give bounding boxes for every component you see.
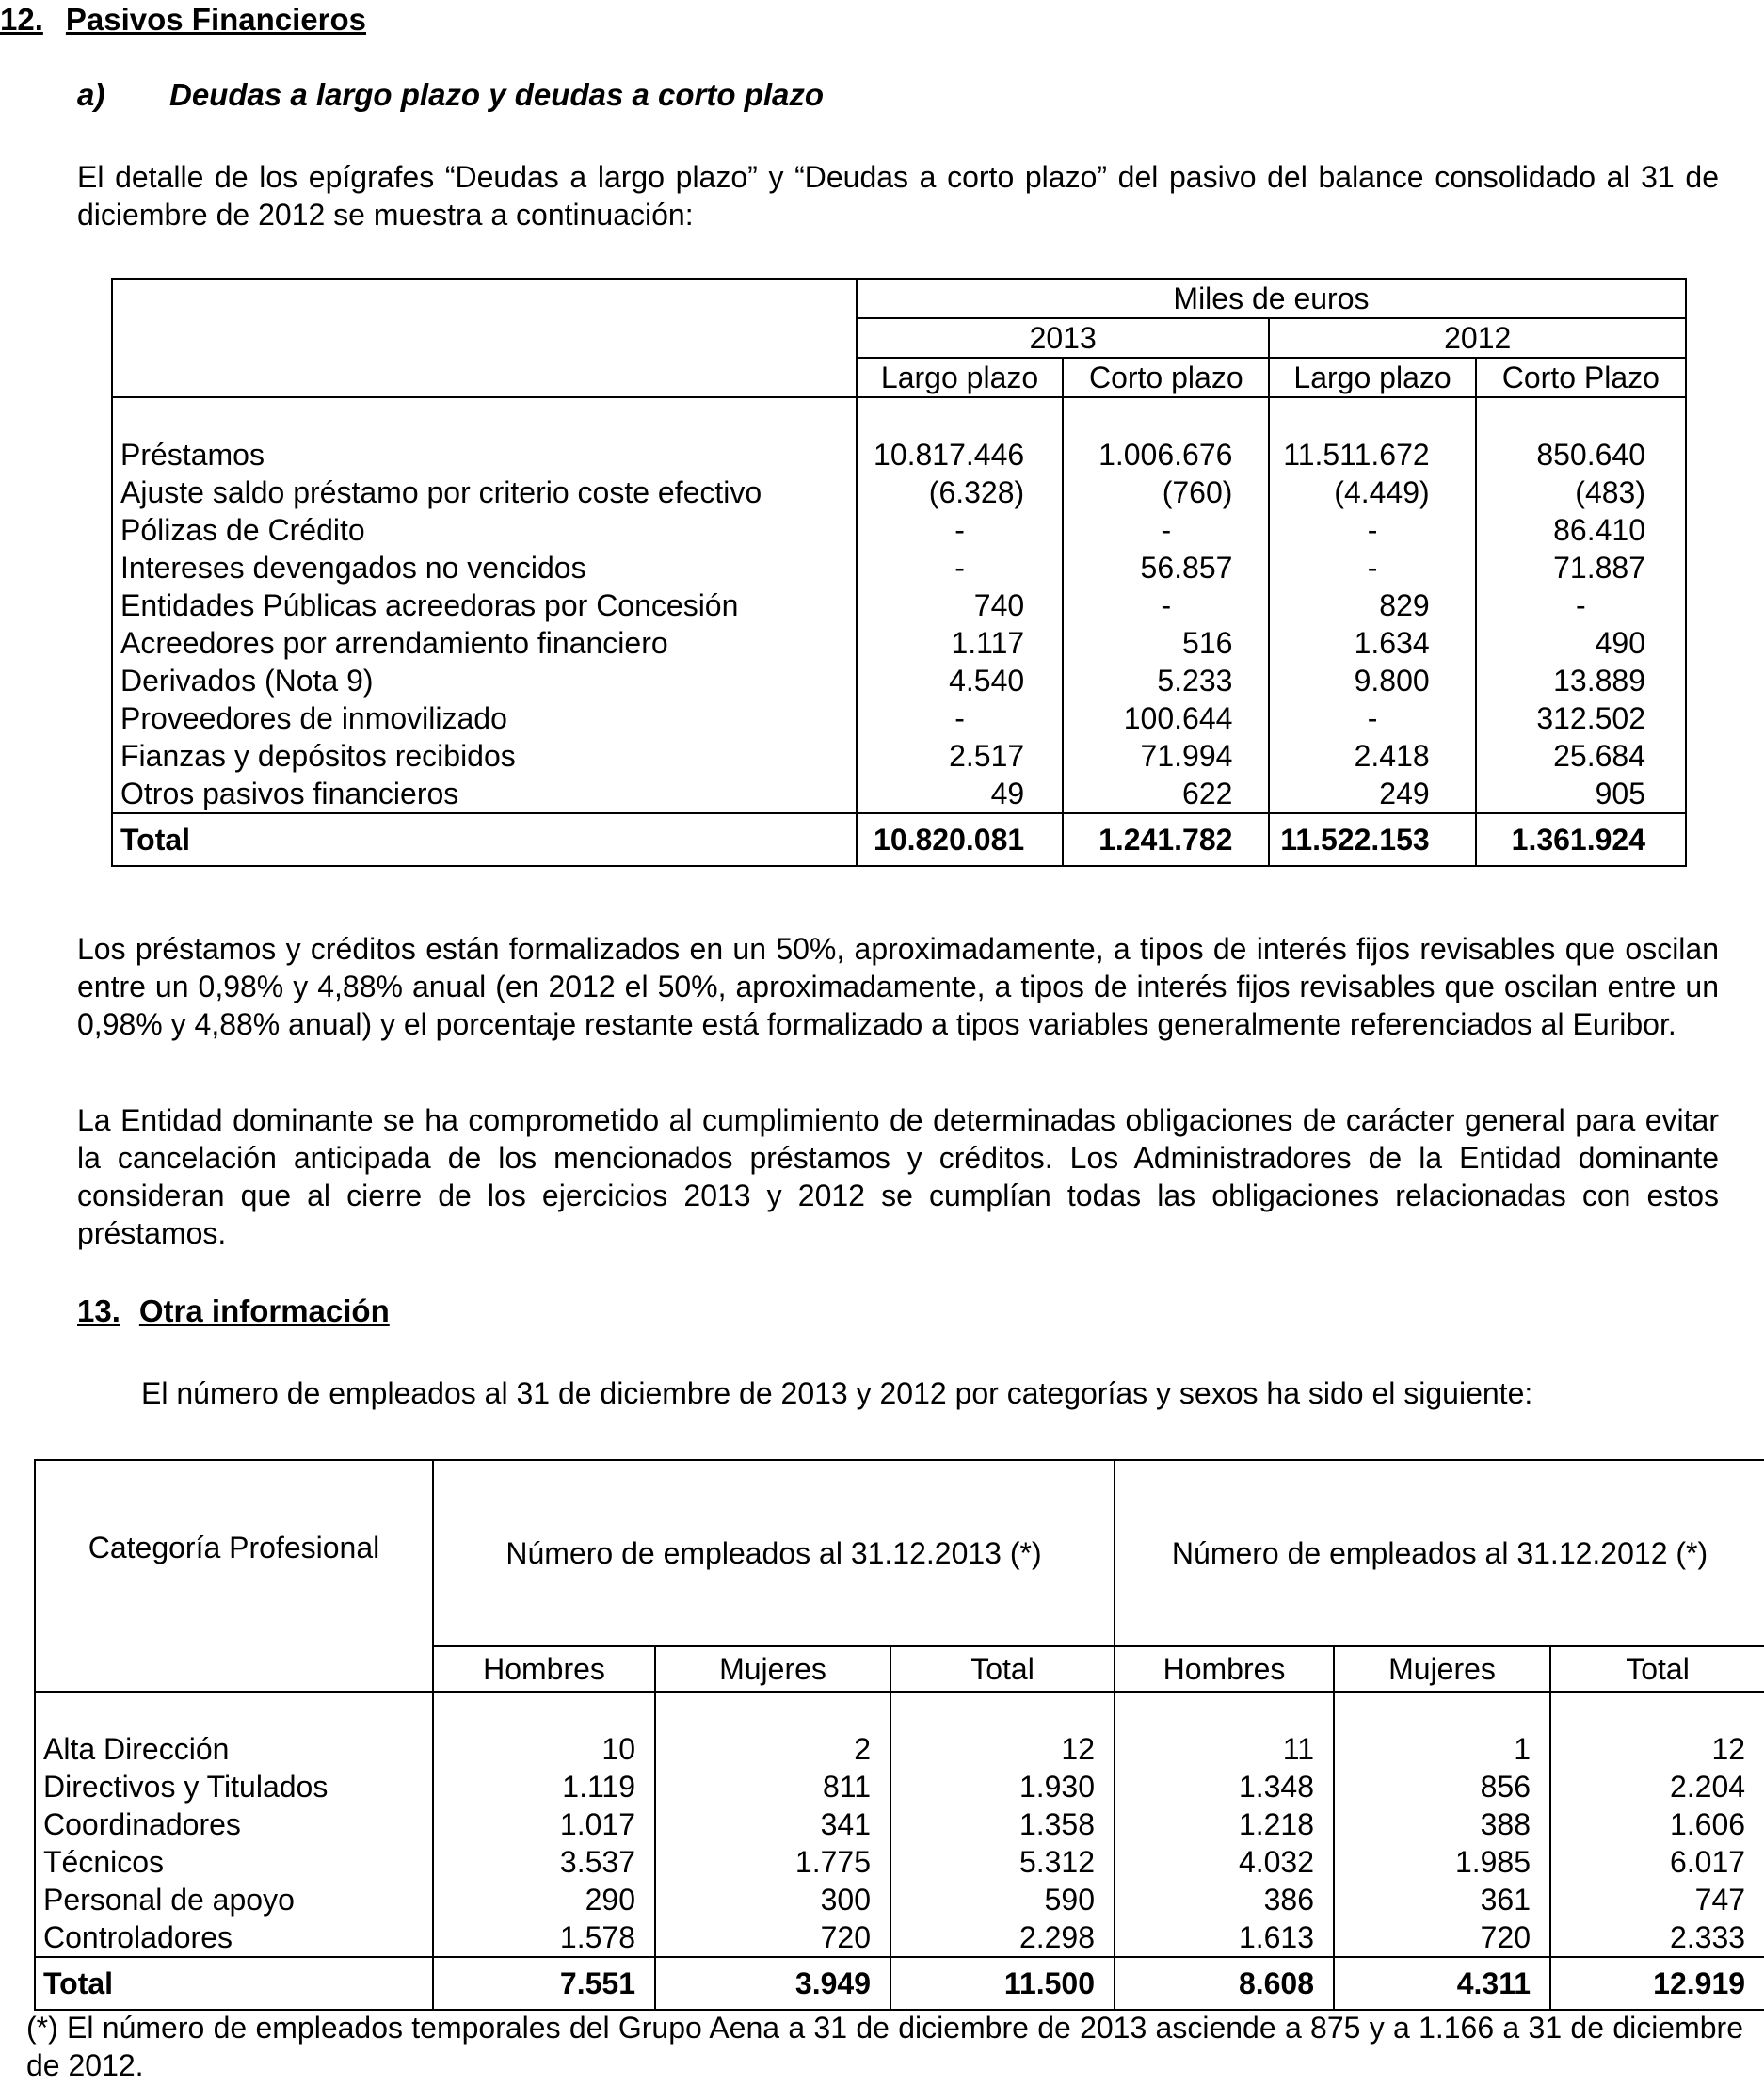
intro-paragraph: El detalle de los epígrafes “Deudas a largo plazo” y “Deudas a corto plazo” del pasivo del balance consolidado al 31 de diciembre de 2012 se muestra a continuación: xyxy=(77,160,1719,232)
debt-table-cell: - xyxy=(857,549,1063,586)
debt-table-cell: 71.887 xyxy=(1476,549,1686,586)
debt-table-cell: (760) xyxy=(1063,473,1269,511)
employees-cell: 1.017 xyxy=(433,1805,655,1843)
debt-table-row-label: Préstamos xyxy=(120,438,265,472)
debt-table-cell: 490 xyxy=(1476,624,1686,662)
employees-column-header: Total xyxy=(890,1646,1115,1692)
debt-table-corner xyxy=(112,279,857,397)
debt-table-row xyxy=(112,624,1686,662)
section-12-number: 12. xyxy=(0,2,43,37)
employees-cell: 1.358 xyxy=(890,1805,1115,1843)
debt-table-row xyxy=(112,775,1686,813)
debt-table-row-label: Derivados (Nota 9) xyxy=(120,664,374,698)
footnote: (*) El número de empleados temporales del Grupo Aena a 31 de diciembre de 2013 asciende a 875 y a 1.166 a 31 de diciembre de 2012. xyxy=(26,2011,1743,2082)
employees-cell: 10 xyxy=(433,1730,655,1768)
debt-table-cell: 4.540 xyxy=(857,662,1063,699)
debt-table-row xyxy=(112,549,1686,586)
debt-table-total-cell: 1.241.782 xyxy=(1063,813,1269,866)
employees-table-body xyxy=(35,1730,1764,1957)
employees-cell: 5.312 xyxy=(890,1843,1115,1881)
debt-table-cell: - xyxy=(857,511,1063,549)
employees-column-header: Total xyxy=(1550,1646,1764,1692)
employees-cell: 2 xyxy=(655,1730,890,1768)
section-13-title: Otra información xyxy=(138,1293,390,1328)
debt-table-cell: 9.800 xyxy=(1269,662,1475,699)
employees-row-label: Directivos y Titulados xyxy=(43,1770,329,1804)
debt-table-row-label: Entidades Públicas acreedoras por Concesión xyxy=(120,588,739,622)
employees-cell: 361 xyxy=(1334,1881,1550,1918)
debt-table-total-row xyxy=(112,813,1686,866)
employees-cell: 300 xyxy=(655,1881,890,1918)
employees-table-total-row xyxy=(35,1957,1764,2010)
employees-cell: 3.537 xyxy=(433,1843,655,1881)
obligations-paragraph: La Entidad dominante se ha comprometido al cumplimiento de determinadas obligaciones de carácter general para evitar la cancelación anticipada de los mencionados préstamos y créditos. Los Administradores de la Entidad dominante consideran que al cierre de los ejercicios 2013 y 2012 se cumplían todas las obligaciones relacionadas con estos préstamos. xyxy=(77,1103,1719,1250)
employees-cell: 388 xyxy=(1334,1805,1550,1843)
employees-cell: 747 xyxy=(1550,1881,1764,1918)
debt-table-year: 2012 xyxy=(1269,318,1686,358)
debt-table-cell: 11.511.672 xyxy=(1269,436,1475,473)
employees-cell: 1.119 xyxy=(433,1768,655,1805)
debt-table-column-header: Largo plazo xyxy=(857,358,1063,397)
subsection-a-heading xyxy=(77,77,824,113)
debt-table-cell: 10.817.446 xyxy=(857,436,1063,473)
subsection-a-title: Deudas a largo plazo y deudas a corto plazo xyxy=(169,77,824,112)
debt-table-row-label: Otros pasivos financieros xyxy=(120,777,459,810)
employees-cell: 1.218 xyxy=(1115,1805,1334,1843)
debt-table-cell: 86.410 xyxy=(1476,511,1686,549)
debt-table-row xyxy=(112,699,1686,737)
debt-table-row-label: Intereses devengados no vencidos xyxy=(120,551,586,585)
debt-table-cell: 829 xyxy=(1269,586,1475,624)
employees-column-header: Hombres xyxy=(433,1646,655,1692)
employees-cell: 1.348 xyxy=(1115,1768,1334,1805)
employees-cell: 1.578 xyxy=(433,1918,655,1957)
employees-cell: 1.985 xyxy=(1334,1843,1550,1881)
debt-table-cell: 25.684 xyxy=(1476,737,1686,775)
debt-table-cell: - xyxy=(857,699,1063,737)
debt-table-cell: 13.889 xyxy=(1476,662,1686,699)
debt-table-cell: 1.117 xyxy=(857,624,1063,662)
debt-table-cell: 850.640 xyxy=(1476,436,1686,473)
debt-table-row xyxy=(112,586,1686,624)
debt-table-row xyxy=(112,511,1686,549)
debt-table-cell: (4.449) xyxy=(1269,473,1475,511)
interest-rates-paragraph: Los préstamos y créditos están formalizados en un 50%, aproximadamente, a tipos de interés fijos revisables que oscilan entre un 0,98% y 4,88% anual (en 2012 el 50%, aproximadamente, a tipos de interés fijos revisables que oscilan entre un 0,98% y 4,88% anual) y el porcentaje restante está formalizado a tipos variables generalmente referenciados al Euribor. xyxy=(77,932,1719,1041)
debt-table-row xyxy=(112,473,1686,511)
debt-table-row xyxy=(112,436,1686,473)
debt-table-row-label: Ajuste saldo préstamo por criterio coste efectivo xyxy=(120,475,762,509)
employees-cell: 11 xyxy=(1115,1730,1334,1768)
debt-table-cell: 56.857 xyxy=(1063,549,1269,586)
section-12-heading xyxy=(0,2,366,38)
employees-cell: 720 xyxy=(1334,1918,1550,1957)
debt-table-row-label: Acreedores por arrendamiento financiero xyxy=(120,626,668,660)
debt-table-cell: 5.233 xyxy=(1063,662,1269,699)
debt-table-cell: 516 xyxy=(1063,624,1269,662)
employees-table xyxy=(34,1459,1764,2011)
employees-category-header: Categoría Profesional xyxy=(35,1460,433,1692)
debt-table-total-cell: 1.361.924 xyxy=(1476,813,1686,866)
debt-table-cell: 740 xyxy=(857,586,1063,624)
debt-table-row-label: Fianzas y depósitos recibidos xyxy=(120,739,516,773)
debt-table-cell: 622 xyxy=(1063,775,1269,813)
employees-cell: 12 xyxy=(1550,1730,1764,1768)
debt-table-row-label: Proveedores de inmovilizado xyxy=(120,701,507,735)
debt-table-spacer xyxy=(112,397,1686,436)
employees-table-row xyxy=(35,1768,1764,1805)
employees-group-header: Número de empleados al 31.12.2013 (*) xyxy=(433,1460,1115,1646)
employees-table-row xyxy=(35,1918,1764,1957)
debt-table-row xyxy=(112,737,1686,775)
employees-column-header: Mujeres xyxy=(1334,1646,1550,1692)
debt-table-cell: - xyxy=(1063,586,1269,624)
debt-table-cell: (6.328) xyxy=(857,473,1063,511)
debt-table-cell: (483) xyxy=(1476,473,1686,511)
section-13-number: 13. xyxy=(77,1293,120,1328)
debt-table-total-cell: 10.820.081 xyxy=(857,813,1063,866)
debt-table-column-header: Corto plazo xyxy=(1063,358,1269,397)
debt-table-cell: 49 xyxy=(857,775,1063,813)
employees-cell: 590 xyxy=(890,1881,1115,1918)
employees-row-label: Alta Dirección xyxy=(43,1732,230,1766)
debt-table-cell: - xyxy=(1269,549,1475,586)
employees-column-header: Mujeres xyxy=(655,1646,890,1692)
employees-cell: 1.930 xyxy=(890,1768,1115,1805)
debt-table-cell: 1.006.676 xyxy=(1063,436,1269,473)
debt-table-cell: 71.994 xyxy=(1063,737,1269,775)
employees-cell: 2.204 xyxy=(1550,1768,1764,1805)
debt-table-cell: 1.634 xyxy=(1269,624,1475,662)
employees-table-row xyxy=(35,1843,1764,1881)
employees-total-cell: 7.551 xyxy=(433,1957,655,2010)
employees-cell: 1.606 xyxy=(1550,1805,1764,1843)
debt-table-cell: 312.502 xyxy=(1476,699,1686,737)
debt-table-cell: 2.418 xyxy=(1269,737,1475,775)
debt-table-cell: 249 xyxy=(1269,775,1475,813)
debt-table-cell: - xyxy=(1269,511,1475,549)
debt-table-body xyxy=(112,436,1686,813)
employees-cell: 2.333 xyxy=(1550,1918,1764,1957)
employees-cell: 4.032 xyxy=(1115,1843,1334,1881)
employees-cell: 856 xyxy=(1334,1768,1550,1805)
debt-table-cell: - xyxy=(1476,586,1686,624)
subsection-a-label: a) xyxy=(77,77,105,112)
debt-table-total-cell: 11.522.153 xyxy=(1269,813,1475,866)
debt-table-total-label: Total xyxy=(112,813,857,866)
debt-table-row xyxy=(112,662,1686,699)
employees-row-label: Coordinadores xyxy=(43,1807,241,1841)
debt-table-cell: - xyxy=(1063,511,1269,549)
debt-table xyxy=(111,278,1687,867)
employees-cell: 1 xyxy=(1334,1730,1550,1768)
debt-table-header-unit xyxy=(112,279,1686,318)
debt-table-cell: 100.644 xyxy=(1063,699,1269,737)
employees-group-header: Número de empleados al 31.12.2012 (*) xyxy=(1115,1460,1764,1646)
employees-cell: 6.017 xyxy=(1550,1843,1764,1881)
employees-cell: 12 xyxy=(890,1730,1115,1768)
employees-cell: 290 xyxy=(433,1881,655,1918)
employees-table-row xyxy=(35,1730,1764,1768)
employees-total-cell: 11.500 xyxy=(890,1957,1115,2010)
debt-table-row-label: Pólizas de Crédito xyxy=(120,513,365,547)
employees-total-cell: 4.311 xyxy=(1334,1957,1550,2010)
section-12-title: Pasivos Financieros xyxy=(65,2,367,37)
employees-cell: 720 xyxy=(655,1918,890,1957)
debt-table-year: 2013 xyxy=(857,318,1270,358)
employees-cell: 386 xyxy=(1115,1881,1334,1918)
employees-table-spacer xyxy=(35,1692,1764,1730)
employees-row-label: Técnicos xyxy=(43,1845,165,1879)
employees-row-label: Personal de apoyo xyxy=(43,1883,295,1917)
employees-cell: 1.775 xyxy=(655,1843,890,1881)
debt-table-cell: 905 xyxy=(1476,775,1686,813)
debt-table-cell: 2.517 xyxy=(857,737,1063,775)
employees-total-cell: 3.949 xyxy=(655,1957,890,2010)
employees-cell: 1.613 xyxy=(1115,1918,1334,1957)
employees-total-cell: 8.608 xyxy=(1115,1957,1334,2010)
employees-row-label: Controladores xyxy=(43,1920,233,1954)
debt-table-cell: - xyxy=(1269,699,1475,737)
employees-table-header-groups xyxy=(35,1460,1764,1646)
employees-table-row xyxy=(35,1805,1764,1843)
employees-total-cell: 12.919 xyxy=(1550,1957,1764,2010)
debt-table-column-header: Corto Plazo xyxy=(1476,358,1686,397)
employees-table-row xyxy=(35,1881,1764,1918)
employees-cell: 341 xyxy=(655,1805,890,1843)
debt-table-unit-header: Miles de euros xyxy=(857,279,1686,318)
employees-column-header: Hombres xyxy=(1115,1646,1334,1692)
employees-intro-paragraph: El número de empleados al 31 de diciembre de 2013 y 2012 por categorías y sexos ha sido el siguiente: xyxy=(141,1376,1533,1410)
employees-cell: 811 xyxy=(655,1768,890,1805)
employees-cell: 2.298 xyxy=(890,1918,1115,1957)
employees-total-label: Total xyxy=(35,1957,433,2010)
debt-table-column-header: Largo plazo xyxy=(1269,358,1475,397)
section-13-heading xyxy=(77,1293,390,1329)
